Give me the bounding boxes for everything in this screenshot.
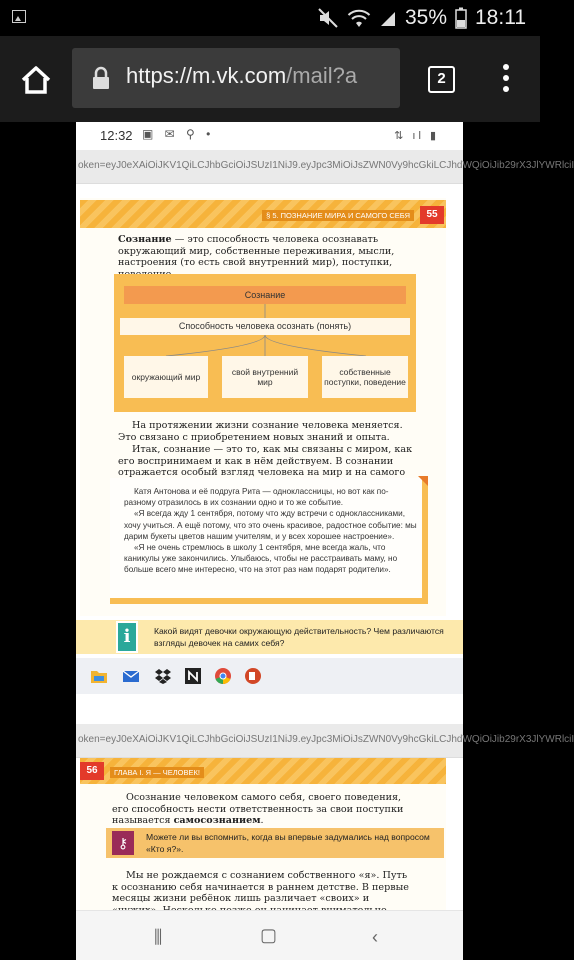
story-box: [110, 478, 428, 604]
info-icon: i: [116, 621, 138, 653]
story-box-corner: [418, 476, 428, 486]
think-question-box: [106, 828, 444, 858]
page-header-band: [80, 758, 446, 784]
book-page-55: [80, 198, 446, 616]
story-line-2: «Я всегда жду 1 сентября, потому что жду встречи с одноклассниками, хочу учиться. А ещё потому, что это очень красивое, радостное событие: мы дарим букеты цветов нашим учителям, и у всех хорошее настроение».: [124, 509, 417, 541]
inner-taskbar: [76, 658, 463, 694]
tab-switcher-button[interactable]: 2: [428, 66, 455, 93]
info-question-text: Какой видят девочки окружающую действительность? Чем различаются взгляды девочек на самих себя?: [154, 626, 444, 648]
paragraph-3: Мы не рождаемся с сознанием собственного «я». Путь к осознанию себя начинается в раннем детстве. В первые месяцы жизни ребёнок лишь различает «своих» и: [112, 870, 409, 905]
inner-navigation-bar: [76, 910, 463, 960]
status-bar: [0, 0, 540, 36]
gallery-notification-icon: [12, 10, 26, 23]
signal-icon: [379, 8, 397, 28]
page-header-title: § 5. ПОЗНАНИЕ МИРА И САМОГО СЕБЯ: [262, 210, 414, 221]
home-circle-icon[interactable]: ▢: [260, 925, 278, 945]
story-line-1: Катя Антонова и её подруга Рита — одноклассницы, но вот как по-разному отразилось в их сознании одно и то же событие.: [124, 487, 389, 508]
term-consciousness: Сознание: [118, 234, 172, 245]
inner-status-icons: ⇅ ıl ▮: [394, 130, 439, 142]
page-header-title: ГЛАВА I. Я — ЧЕЛОВЕК!: [110, 767, 204, 778]
info-question-strip: [76, 620, 463, 654]
inner-address-strip-bottom: [76, 724, 574, 758]
attached-screenshot[interactable]: [76, 122, 574, 960]
diagram-node-ability: Способность человека осознать (понять): [120, 318, 410, 335]
self-awareness-paragraph: [112, 792, 416, 827]
diagram-node-consciousness: Сознание: [124, 286, 406, 304]
paragraph-1: На протяжении жизни сознание человека меняется. Это связано с приобретением новых знаний и опыта.: [118, 420, 403, 443]
wifi-icon: [347, 7, 371, 29]
inner-clock: 12:32: [100, 128, 133, 143]
page-number: 55: [420, 206, 444, 224]
home-icon[interactable]: [18, 62, 54, 98]
diagram-node-inner-world: свой внутренний мир: [222, 356, 308, 398]
inner-status-bar: [76, 122, 463, 150]
battery-percent: 35%: [404, 6, 447, 29]
battery-icon: [455, 7, 467, 29]
url-domain: https://m.vk.com: [126, 63, 287, 88]
diagram-node-world: окружающий мир: [124, 356, 208, 398]
key-icon: ⚷: [112, 831, 134, 855]
back-icon[interactable]: ‹: [372, 927, 378, 947]
mail-icon[interactable]: [122, 667, 140, 685]
term-self-awareness: самосознанием: [173, 815, 261, 827]
url-path: /mail?a: [286, 63, 358, 88]
consciousness-diagram: [114, 274, 416, 412]
mute-icon: [317, 7, 339, 29]
diagram-node-actions: собственные поступки, поведение: [322, 356, 408, 398]
notion-icon[interactable]: [184, 667, 202, 685]
inner-address-text: oken=eyJ0eXAiOiJKV1QiLCJhbGciOiJSUzI1NiJ9.eyJpc3MiOiJsZWN0Vy9hcGkiLCJhdWQiOiJib29rX3JlYWRlciI: [78, 160, 574, 171]
browser-toolbar: [0, 36, 540, 122]
intro-text: — это способность человека осознавать окружающий мир, собственные переживания, мысли, настроения (то есть свой внутренний мир), поступки,: [118, 234, 395, 269]
powerpoint-icon[interactable]: [244, 667, 262, 685]
dropbox-icon[interactable]: [154, 667, 172, 685]
inner-address-text: oken=eyJ0eXAiOiJKV1QiLCJhbGciOiJSUzI1NiJ9.eyJpc3MiOiJsZWN0Vy9hcGkiLCJhdWQiOiJib29rX3JlYWRlciI: [78, 734, 574, 745]
url-bar[interactable]: [72, 48, 400, 108]
page-header-band: [80, 200, 446, 228]
inner-address-strip-top: [76, 150, 574, 184]
clock: 18:11: [475, 6, 526, 29]
page-number: 56: [80, 762, 104, 780]
inner-notification-icons: ▣ ✉ ⚲ •: [142, 127, 215, 141]
story-line-3: «Я не очень стремлюсь в школу 1 сентября, мне всегда жаль, что каникулы уже закончились. Улыбаюсь, чтобы не расстраивать маму, но больше всего мне интересно, что на этот раз нам подарят родители».: [124, 543, 398, 575]
url-text: [126, 63, 357, 89]
think-question-text: Можете ли вы вспомнить, когда вы впервые задумались над вопросом «Кто я?».: [146, 832, 430, 854]
lock-icon: [92, 67, 110, 89]
self-awareness-text: Осознание человеком самого себя, своего поведения, его способность нести ответственность за свои поступки называется: [112, 792, 404, 827]
page-content: [0, 122, 574, 960]
folder-icon[interactable]: [90, 667, 108, 685]
screenshot-gap: [76, 694, 463, 724]
self-awareness-end: .: [260, 815, 264, 827]
paragraph-2: Итак, сознание — это то, как мы связаны с миром, как его воспринимаем и как в нём действуем. В сознании отражается особый взгляд человека на мир и на самого: [118, 444, 413, 479]
chrome-icon[interactable]: [214, 667, 232, 685]
overflow-menu-icon[interactable]: [500, 64, 512, 96]
recent-apps-icon[interactable]: ⫼: [154, 927, 163, 947]
story-text: [124, 486, 418, 576]
